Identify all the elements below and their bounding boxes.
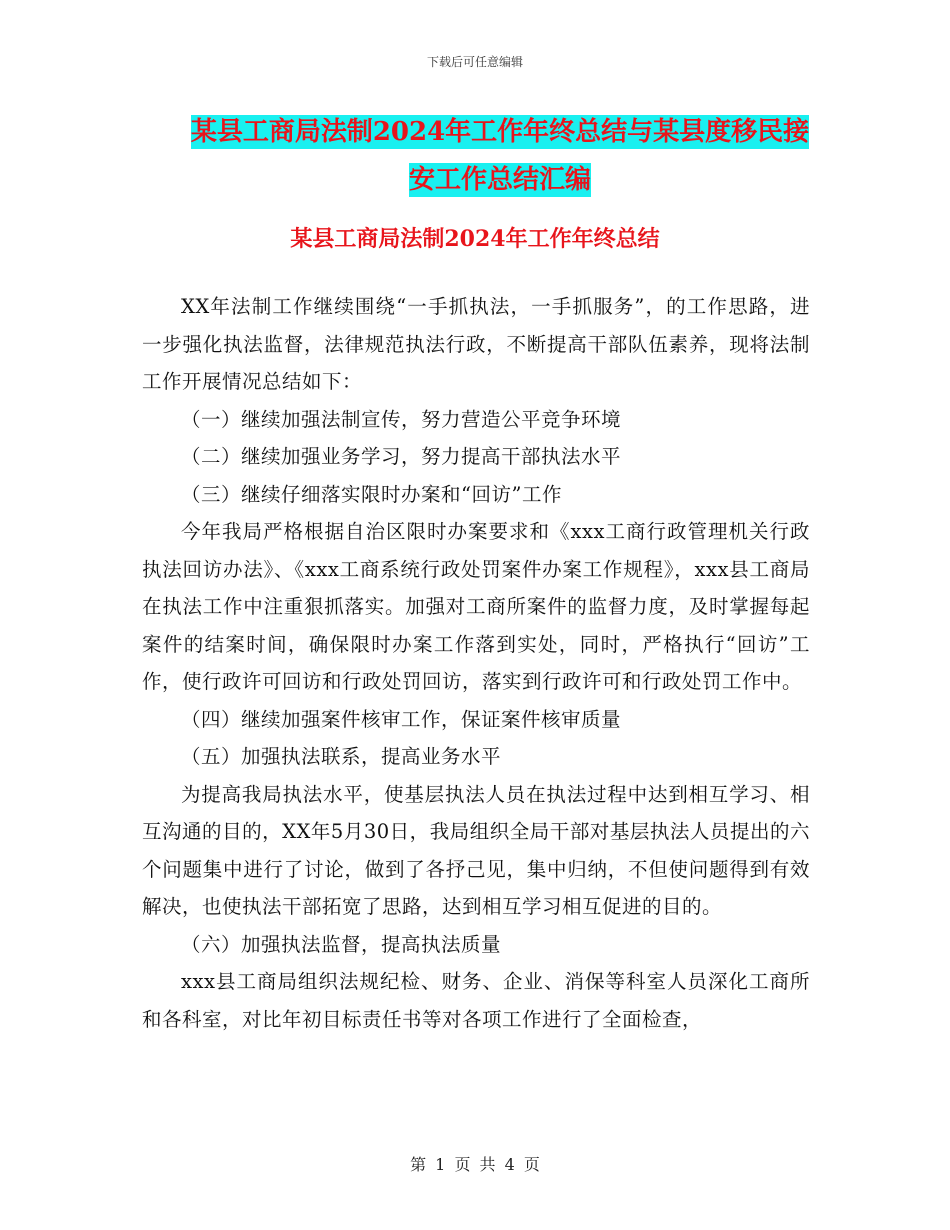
paragraph-item-5: （五）加强执法联系，提高业务水平 <box>181 745 502 768</box>
document-main-title <box>140 108 860 204</box>
paragraph-item-3: （三）继续仔细落实限时办案和“回访”工作 <box>181 482 562 506</box>
section-title: 某县工商局法制2024年工作年终总结 <box>290 226 660 252</box>
paragraph-item-6: （六）加强执法监督，提高执法质量 <box>181 932 502 956</box>
paragraph-detail-6: xxx县工商局组织法规纪检、财务、企业、消保等科室人员深化工商所和各科室，对比年初目标责任书等对各项工作进行了全面检查， <box>142 970 810 1031</box>
main-title-line-2: 安工作总结汇编 <box>408 165 591 195</box>
paragraph-detail-3: 今年我局严格根据自治区限时办案要求和《xxx工商行政管理机关行政执法回访办法》、《xxx工商系统行政处罚案件办案工作规程》，xxx县工商局在执法工作中注重狠抓落实。加强对工商所案件的监督力度，及时掌握每起案件的结案时间，确保限时办案工作落到实处，同时，严格执行“回访”工作，使行政许可回访和行政处罚回访，落实到行政许可和行政处罚工作中。 <box>142 520 810 693</box>
paragraph-intro: XX年法制工作继续围绕“一手抓执法，一手抓服务”，的工作思路，进一步强化执法监督，法律规范执法行政，不断提高干部队伍素养，现将法制工作开展情况总结如下： <box>142 295 810 393</box>
header-note: 下载后可任意编辑 <box>426 55 523 69</box>
paragraph-item-2: （二）继续加强业务学习，努力提高干部执法水平 <box>181 445 622 468</box>
main-title-line-1: 某县工商局法制2024年工作年终总结与某县度移民接 <box>190 117 810 147</box>
page-footer: 第 1 页 共 4 页 <box>410 1155 540 1174</box>
paragraph-item-4: （四）继续加强案件核审工作，保证案件核审质量 <box>181 707 622 731</box>
paragraph-item-1: （一）继续加强法制宣传，努力营造公平竞争环境 <box>181 407 622 431</box>
paragraph-detail-5: 为提高我局执法水平，使基层执法人员在执法过程中达到相互学习、相互沟通的目的，XX年5月30日，我局组织全局干部对基层执法人员提出的六个问题集中进行了讨论，做到了各抒己见，集中归纳，不但使问题得到有效解决，也使执法干部拓宽了思路，达到相互学习相互促进的目的。 <box>142 782 810 918</box>
body-text <box>142 288 810 1038</box>
